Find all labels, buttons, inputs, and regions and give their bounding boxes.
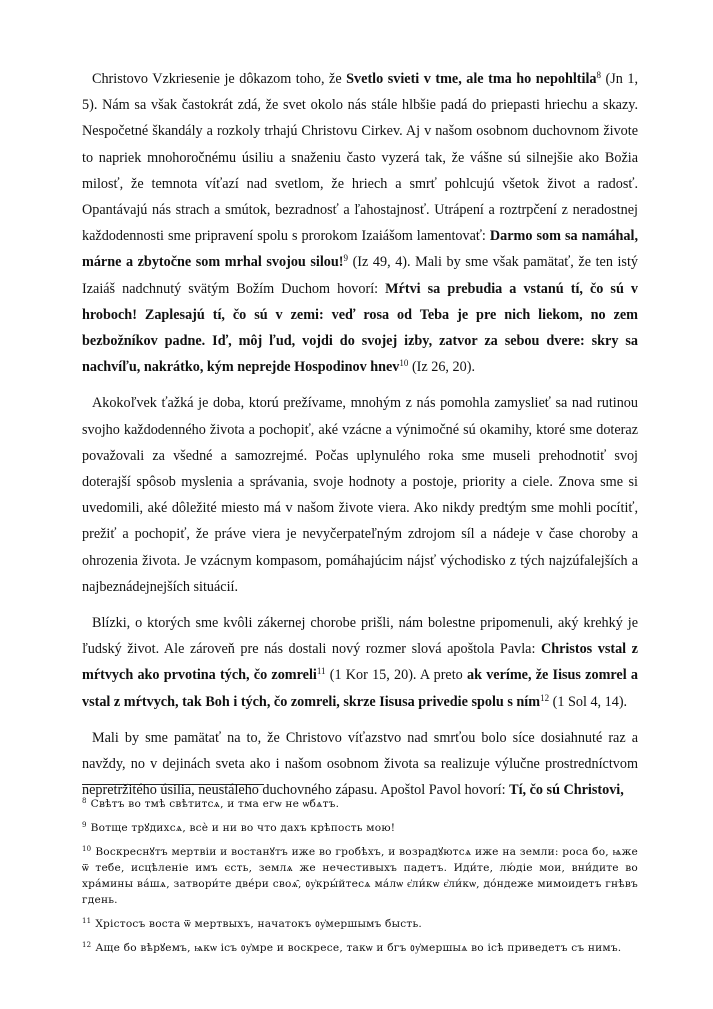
footnote-number: 12 (82, 941, 92, 949)
text-run: (1 Kor 15, 20). A preto (325, 667, 467, 684)
paragraph (82, 725, 638, 804)
scripture-quote: Tí, čo sú Christovi, (509, 782, 624, 799)
main-text (82, 66, 638, 813)
paragraph (82, 610, 638, 715)
footnote-text: Свѣтъ во тмѣ свѣтитсѧ, и тма егѡ не ѡбѧтъ. (90, 798, 340, 810)
footnote-text: Воскреснꙋтъ мертвіи и востанꙋтъ иже во гробѣхъ, и возрадꙋютсѧ иже на земли: роса бо, ѩже ѿ тебе, исцѣленіе имъ єсть, землѧ же нечестивыхъ падетъ. Иди́те, лю́діе мои, вни́дите во хрáмины вáшѧ, затвори́те двéри своѧ̑, ᲂу҆кры́йтесѧ мáлѡ є҆ли́кѡ є҆ли́кѡ, до́ндеже мимоидетъ гнѣвъ гдень. (82, 846, 638, 906)
footnote (82, 940, 638, 956)
footnote-text: Аще бо вѣрꙋемъ, ѩкѡ ісъ ᲂу҆мре и воскресе, такѡ и бгъ ᲂу҆мершыѧ во ісѣ приведетъ съ нимъ. (95, 942, 622, 954)
footnote (82, 820, 638, 836)
footnote-ref: 11 (316, 666, 326, 677)
footnote-separator (82, 784, 264, 785)
footnotes (82, 796, 638, 964)
text-run: Christovo Vzkriesenie je dôkazom toho, že (92, 71, 347, 87)
footnote-text: Хрістосъ воста ѿ мертвыхъ, начатокъ ᲂу҆мершымъ бысть. (95, 918, 422, 930)
footnote-number: 8 (82, 797, 87, 805)
text-run: (1 Sol 4, 14). (549, 693, 628, 710)
scripture-quote: Svetlo svieti v tme, ale tma ho nepohltila (346, 71, 597, 87)
footnote-text: Вотще трꙋдихсѧ, всѐ и ни во что дахъ крѣпость мою! (90, 822, 396, 834)
text-run: (Jn 1, 5). Nám sa však častokrát zdá, že svet okolo nás stále hlbšie padá do priepasti hriechu a skazy. Nespočetné škandály a rozkoly trhajú Christovu Cirkev. Aj v našom osobnom duchovnom živote to napriek mnohoročnému úsiliu a snaženiu často vyzerá tak, že vášne sú silnejšie ako Božia milosť, že temnota víťazí nad svetlom, že hriech a smrť pohlcujú všetok život a radosť. Opantávajú nás strach a smútok, bezradnosť a ľahostajnosť. Utrápení a roztrpčení z neradostnej každodennosti sme pripravení spolu s prorokom Izaiášom lamentovať: (82, 71, 638, 245)
scripture-quote: Darmo som sa namáhal, márne a zbytočne som mrhal svojou silou! (82, 228, 638, 271)
footnote (82, 844, 638, 908)
footnote (82, 916, 638, 932)
scripture-quote: ak veríme, že Iisus zomrel a vstal z mŕtvych, tak Boh i tých, čo zomreli, skrze Iisusa privedie spolu s ním (82, 667, 638, 710)
text-run: (Iz 49, 4). Mali by sme však pamätať, že ten istý Izaiáš nadchnutý svätým Božím Duchom hovorí: (82, 254, 638, 297)
scripture-quote: Mŕtvi sa prebudia a vstanú tí, čo sú v hroboch! Zaplesajú tí, čo sú v zemi: veď rosa od Teba je pre nich liekom, no zem bezbožníkov padne. Iď, môj ľud, vojdi do svojej izby, zatvor za sebou dvere: skry sa nachvíľu, nakrátko, kým neprejde Hospodinov hnev (82, 280, 638, 376)
text-run: (Iz 26, 20). (408, 359, 475, 376)
paragraph (82, 66, 638, 380)
footnote-ref: 8 (596, 70, 601, 80)
text-run: Mali by sme pamätať na to, že Christovo víťazstvo nad smrťou bolo síce dosiahnuté raz a navždy, no v dejinách sveta ako i našom osobnom života sa realizuje výlučne prostredníctvom nepretržitého úsilia, neustáleho duchovného zápasu. Apoštol Pavol hovorí: (82, 729, 638, 799)
footnote-ref: 12 (540, 692, 550, 703)
scripture-quote: Christos vstal z mŕtvych ako prvotina tých, čo zomreli (82, 641, 638, 684)
footnote-number: 11 (82, 917, 92, 925)
text-run: Akokoľvek ťažká je doba, ktorú prežívame, mnohým z nás pomohla zamyslieť sa nad rutinou svojho každodenného života a pochopiť, aké vzácne a výnimočné sú okamihy, ktoré sme doteraz považovali za všedné a samozrejmé. Počas uplynulého roka sme museli prehodnotiť svoj doterajší spôsob myslenia a správania, svoje hodnoty a postoje, priority a ciele. Znova sme si uvedomili, aké dôležité miesto má v našom živote viera. Ako nikdy predtým sme mohli pocítiť, prežiť a pochopiť, že práve viera je nevyčerpateľným zdrojom síl a nádeje v čase choroby a ohrozenia života. Je vzácnym kompasom, pomáhajúcim nájsť východisko z tých najzúfalejších a najbeznádejnejších situácií. (82, 395, 638, 595)
footnote-number: 10 (82, 845, 92, 853)
footnote-number: 9 (82, 821, 87, 829)
footnote (82, 796, 638, 812)
footnote-ref: 9 (343, 253, 349, 264)
text-run: Blízki, o ktorých sme kvôli zákernej chorobe prišli, nám bolestne pripomenuli, aký krehký je ľudský život. Ale zároveň pre nás dostali nový rozmer slová apoštola Pavla: (82, 615, 638, 658)
paragraph (82, 390, 638, 600)
footnote-ref: 10 (399, 358, 409, 369)
